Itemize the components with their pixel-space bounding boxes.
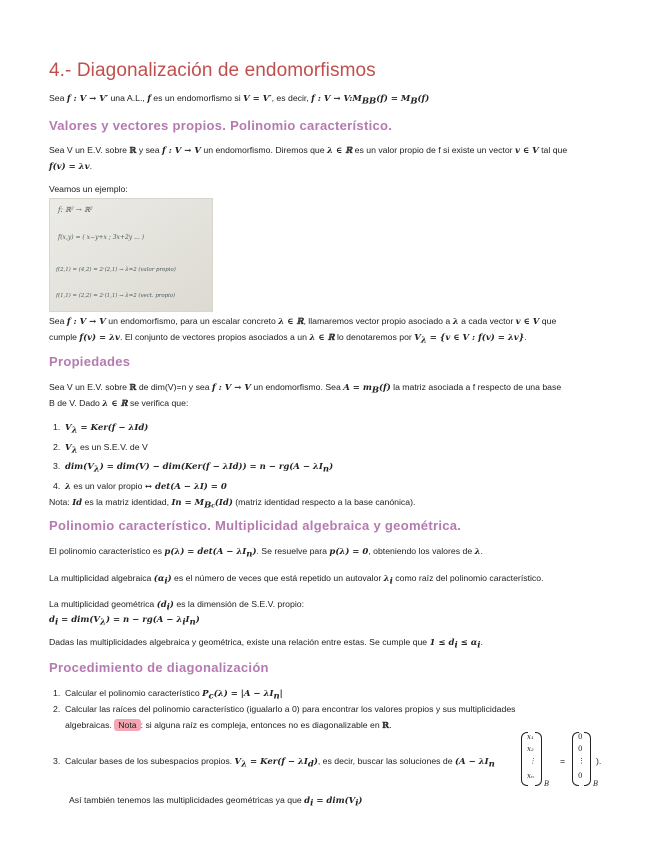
math-sub: n [246, 549, 253, 560]
math: P [202, 689, 209, 699]
zero-vector-matrix [572, 732, 590, 788]
text: . [480, 637, 483, 647]
vector-propio-line-2 [49, 329, 527, 349]
math: ) [195, 615, 200, 625]
text: (matriz identidad respecto a la base canónica). [232, 497, 416, 507]
math: v ∈ V [515, 317, 540, 327]
math: ) [329, 462, 334, 473]
matrix-entry: x₂ [527, 745, 534, 753]
math-sub: B [410, 96, 418, 107]
right-bracket [584, 732, 591, 786]
math: V [234, 757, 242, 767]
math: = dim(V [58, 615, 101, 625]
text: como raíz del polinomio característico. [392, 573, 544, 583]
math: λ [383, 574, 390, 584]
math-sub: n [273, 691, 280, 702]
example-label: Veamos un ejemplo: [49, 184, 128, 194]
text: un endomorfismo, para un escalar concreto [105, 316, 279, 326]
text: Sea V un E.V. sobre [49, 145, 130, 155]
math: = {v ∈ V : f(v) = λv} [426, 333, 525, 343]
math: ) [358, 796, 363, 806]
math: ≤ α [457, 638, 478, 648]
definition-line-1 [49, 142, 567, 159]
vector-x-matrix [521, 732, 541, 788]
multiplicidades-geometricas-line [69, 792, 362, 812]
math-sub: n [488, 759, 495, 770]
text: se verifica que: [127, 398, 189, 408]
text: Calcular bases de los subespacios propios. [65, 756, 235, 766]
math: (A − λI [455, 757, 489, 767]
text: es un endomorfismo si [150, 93, 244, 103]
section-heading-valores: Valores y vectores propios. Polinomio característico. [49, 118, 393, 133]
math: λ ∈ ℝ [309, 333, 335, 343]
math: ℝ [129, 146, 137, 156]
handwriting-line-4: f(1,1) = (2,2) = 2·(1,1) → λ=2 (vect. propio) [56, 293, 176, 299]
math: In = M [171, 498, 205, 508]
text: . [389, 720, 392, 730]
math-sub: λ [71, 425, 78, 436]
math: d [49, 615, 55, 625]
vector-propio-line-1 [49, 313, 556, 330]
procedimiento-step-3 [53, 753, 495, 773]
math: (λ) = |A − λI [213, 689, 274, 699]
handwritten-example-photo [49, 198, 213, 312]
math-sub: i [182, 617, 186, 628]
math-sub: i [389, 576, 393, 587]
list-number: 3. [53, 461, 61, 472]
text: Calcular el polinomio característico [65, 688, 203, 698]
text: es el número de veces que está repetido un autovalor [171, 573, 384, 583]
math: A = m [343, 383, 372, 393]
matrix-entry: 0 [578, 745, 583, 753]
math: ) [169, 600, 174, 610]
math: ) = dim(V) − dim(Ker(f − λId)) = n − rg(A − λI [99, 462, 323, 473]
text: es la matriz identidad, [82, 497, 172, 507]
text: La multiplicidad geométrica [49, 599, 157, 609]
math-sub: i [477, 640, 481, 651]
math: (f) [417, 94, 430, 104]
handwriting-line-2: f(x,y) = ( x−y+x ; 3x+2y ... ) [58, 234, 145, 241]
math: = Ker(f − λI [247, 757, 308, 767]
math-sub: i [355, 798, 359, 809]
text: . [480, 546, 483, 556]
text: , obteniendo los valores de [368, 546, 475, 556]
text: un endomorfismo. Sea [250, 382, 344, 392]
math: | [279, 689, 283, 699]
math: I [185, 615, 190, 625]
math-sub: λ [71, 445, 78, 456]
matrix-entry: 0 [578, 772, 583, 780]
math-sub: BB [361, 96, 377, 107]
math: V = V′ [243, 94, 272, 104]
list-item [53, 458, 333, 478]
math: = dim(V [313, 796, 356, 806]
basis-subscript: B [544, 780, 550, 788]
propiedades-line-2 [49, 395, 188, 412]
text: la matriz asociada a f respecto de una base [390, 382, 562, 392]
matrix-entry: x₁ [527, 733, 534, 741]
math-sub: B [204, 500, 212, 511]
right-bracket [535, 732, 542, 786]
text: que [539, 316, 557, 326]
intro-paragraph [49, 90, 429, 110]
text: una A.L., [108, 93, 148, 103]
math: = Ker(f − λId) [77, 423, 149, 433]
text: : si alguna raíz es compleja, entonces no es diagonalizable en [140, 720, 383, 730]
math: V [414, 333, 421, 343]
handwriting-line-1: f: ℝ² → ℝ² [58, 206, 93, 214]
math-sub: B [371, 385, 380, 396]
math: d [304, 796, 311, 806]
text: Sea [49, 93, 67, 103]
relacion-multiplicidades [49, 634, 483, 654]
math-sub: λ [93, 465, 100, 476]
math: ) [313, 757, 318, 767]
list-number: 1. [53, 688, 61, 698]
math-sub: c [211, 502, 215, 510]
math-sub: n [189, 617, 196, 628]
text: Dadas las multiplicidades algebraica y geométrica, existe una relación entre estas. Se cumple que [49, 637, 430, 647]
math: (f) [379, 383, 391, 393]
text: , es decir, buscar las soluciones de [317, 756, 456, 766]
math-sub: n [322, 465, 330, 476]
math-sub: i [310, 798, 314, 809]
text: Nota: [49, 497, 73, 507]
math: f(v) = λv [49, 162, 90, 172]
nota-badge: Nota [114, 719, 140, 731]
procedimiento-step-2 [53, 701, 516, 734]
nota-identidad [49, 494, 415, 515]
math-sub: i [164, 576, 168, 587]
definition-line-2 [49, 158, 92, 175]
text: Así también tenemos las multiplicidades geométricas ya que [69, 795, 305, 805]
propiedades-list [53, 419, 333, 495]
list-number: 1. [53, 422, 61, 432]
text: , es decir, [271, 93, 312, 103]
math: λ [452, 317, 459, 327]
math-sub: λ [420, 335, 427, 346]
section-heading-propiedades: Propiedades [49, 354, 131, 369]
list-number: 2. [53, 441, 61, 452]
math: 1 ≤ d [429, 638, 455, 648]
math: (Id) [214, 498, 233, 508]
math: (d [156, 600, 167, 610]
text: El polinomio característico es [49, 546, 165, 556]
text: a cada vector [458, 316, 516, 326]
math: ) [252, 547, 257, 557]
math: f : V → V′ [66, 94, 109, 104]
section-heading-procedimiento: Procedimiento de diagonalización [49, 660, 269, 675]
text: tal que [538, 145, 568, 155]
math: λ [474, 547, 481, 557]
list-item [53, 439, 333, 459]
text: Sea [49, 316, 67, 326]
math: (f) = M [376, 94, 411, 104]
closing-paren: ). [596, 756, 602, 766]
math: λ ∈ ℝ [278, 317, 304, 327]
math-sub: i [54, 617, 59, 628]
math: λ ∈ ℝ [102, 399, 128, 409]
math: ℝ [129, 383, 137, 393]
math: f(v) = λv [79, 333, 121, 343]
math: (α [153, 574, 165, 584]
math: Id [72, 498, 83, 508]
handwriting-line-3: f(2,1) = (4,2) = 2·(2,1) → λ=2 (valor propio) [56, 267, 176, 273]
text: lo denotaremos por [334, 332, 415, 342]
section-heading-polinomio: Polinomio característico. Multiplicidad algebraica y geométrica. [49, 518, 462, 533]
matrix-entry: ⋮ [578, 757, 585, 765]
matrix-entry: xₙ [527, 772, 534, 780]
text: Calcular las raíces del polinomio característico (igualarlo a 0) para encontrar los valores propios y sus multiplicidades [65, 704, 516, 714]
math: f : V → V [66, 317, 106, 327]
math: dim(V [65, 462, 94, 473]
matrix-entry: 0 [578, 733, 583, 741]
list-item [53, 478, 333, 495]
text: B de V. Dado [49, 398, 103, 408]
text: algebraicas. [65, 720, 112, 730]
page-title: 4.- Diagonalización de endomorfismos [49, 60, 376, 81]
multiplicidad-geometrica-line-2 [49, 611, 200, 631]
text: . Se resuelve para [256, 546, 330, 556]
matrix-entry: ⋮ [529, 757, 536, 765]
polinomio-paragraph [49, 543, 483, 563]
math: V [65, 423, 72, 433]
math: λ ∈ ℝ [327, 146, 353, 156]
math: ℝ [382, 721, 390, 731]
text: Sea V un E.V. sobre [49, 382, 130, 392]
math: ) = n − rg(A − λ [105, 615, 183, 625]
math: ) [167, 574, 172, 584]
handwritten-example-svg [50, 199, 212, 311]
math-sub: i [454, 640, 458, 651]
math: p(λ) = det(A − λI [164, 547, 247, 557]
math: v ∈ V [514, 146, 539, 156]
math: V [65, 442, 72, 453]
text: . [89, 161, 93, 171]
math-sub: i [166, 602, 170, 613]
text: . El conjunto de vectores propios asociados a un [120, 332, 310, 342]
math: ↔ det(A − λI) = 0 [144, 482, 227, 493]
basis-subscript: B [593, 780, 599, 788]
math-sub: λ [100, 617, 106, 628]
list-item [53, 419, 333, 439]
math-sub: c [208, 691, 214, 702]
list-number: 3. [53, 756, 61, 766]
math: f : V → V:M [311, 94, 362, 104]
list-number: 2. [53, 704, 61, 714]
multiplicidad-algebraica-paragraph [49, 570, 544, 590]
text: cumple [49, 332, 80, 342]
text: , llamaremos vector propio asociado a [303, 316, 453, 326]
math: f [147, 94, 151, 104]
text: y sea [136, 145, 163, 155]
text: es un valor propio de f si existe un vector [352, 145, 515, 155]
text: es un valor propio [70, 481, 145, 492]
math-sub: d [307, 759, 314, 770]
text: La multiplicidad algebraica [49, 573, 154, 583]
text: . [524, 332, 527, 342]
math-sub: λ [241, 759, 248, 770]
text: es la dimensión de S.E.V. propio: [173, 599, 304, 609]
math: λ [65, 482, 71, 493]
math: p(λ) = 0 [329, 547, 369, 557]
math: f : V → V [212, 383, 251, 393]
text: un endomorfismo. Diremos que [200, 145, 327, 155]
equals-sign: = [560, 756, 566, 766]
math: f : V → V [162, 146, 201, 156]
text: es un S.E.V. de V [77, 441, 148, 452]
text: de dim(V)=n y sea [136, 382, 212, 392]
list-number: 4. [53, 481, 61, 492]
